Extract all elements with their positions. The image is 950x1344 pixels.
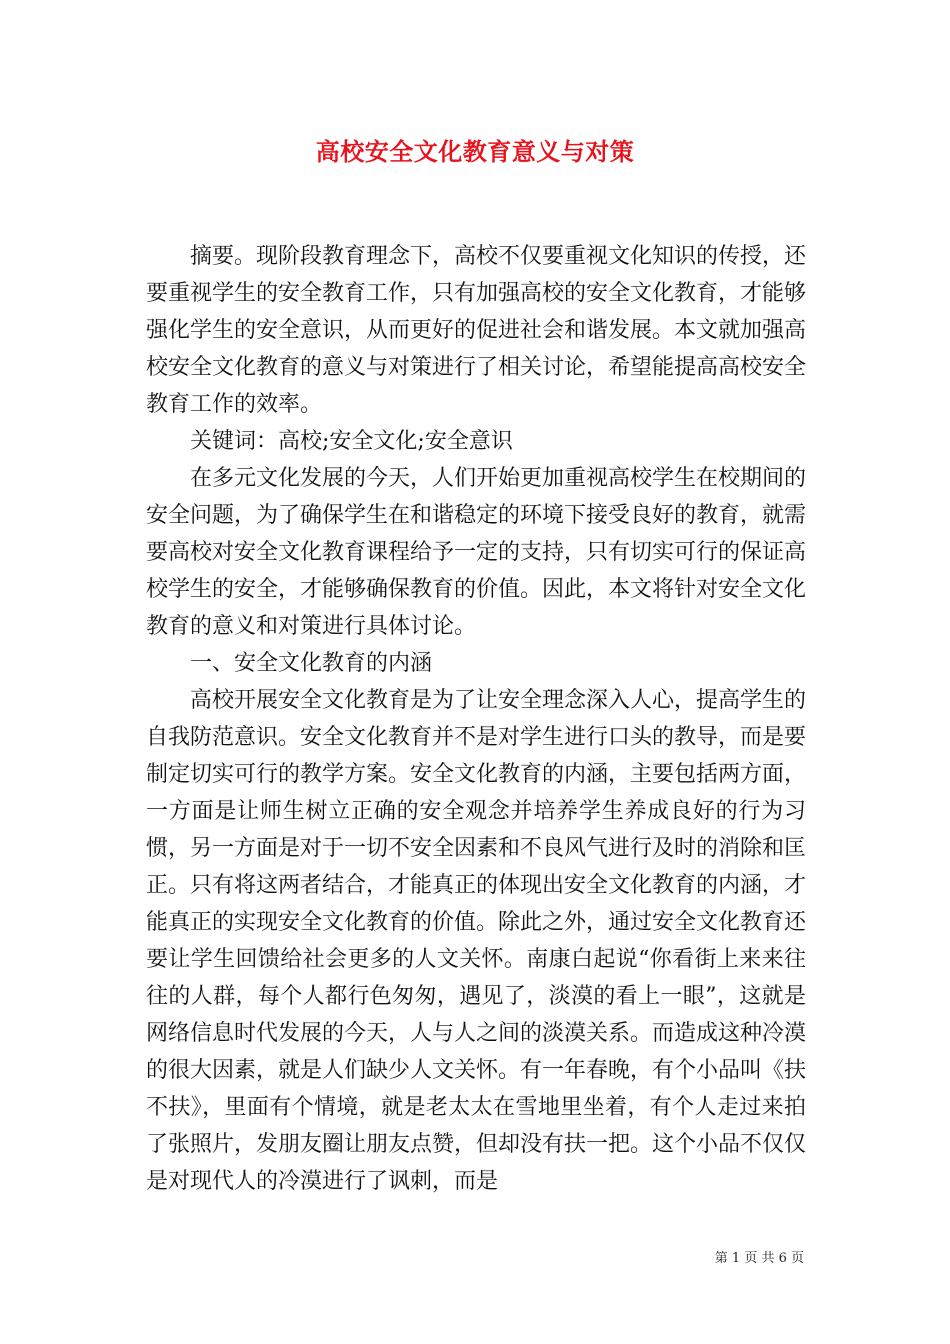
page-footer: 第 1 页 共 6 页 <box>714 1251 804 1266</box>
document-body <box>146 238 806 1200</box>
section-heading: 一、安全文化教育的内涵 <box>190 651 433 676</box>
intro-paragraph: 在多元文化发展的今天，人们开始更加重视高校学生在校期间的安全问题，为了确保学生在和谐稳定的环境下接受良好的教育，就需要高校对安全文化教育课程给予一定的支持，只有切实可行的保证高校学生的安全，才能够确保教育的价值。因此，本文将针对安全文化教育的意义和对策进行具体讨论。 <box>146 466 807 639</box>
document-title: 高校安全文化教育意义与对策 <box>315 137 635 166</box>
keywords-paragraph: 关键词：高校;安全文化;安全意识 <box>190 429 513 454</box>
abstract-paragraph: 摘要。现阶段教育理念下，高校不仅要重视文化知识的传授，还要重视学生的安全教育工作，只有加强高校的安全文化教育，才能够强化学生的安全意识，从而更好的促进社会和谐发展。本文就加强高校安全文化教育的意义与对策进行了相关讨论，希望能提高高校安全教育工作的效率。 <box>146 244 807 417</box>
section-paragraph: 高校开展安全文化教育是为了让安全理念深入人心，提高学生的自我防范意识。安全文化教育并不是对学生进行口头的教导，而是要制定切实可行的教学方案。安全文化教育的内涵，主要包括两方面，一方面是让师生树立正确的安全观念并培养学生养成良好的行为习惯，另一方面是对于一切不安全因素和不良风气进行及时的消除和匡正。只有将这两者结合，才能真正的体现出安全文化教育的内涵，才能真正的实现安全文化教育的价值。除此之外，通过安全文化教育还要让学生回馈给社会更多的人文关怀。南康白起说“你看街上来来往往的人群，每个人都行色匆匆，遇见了，淡漠的看上一眼”，这就是网络信息时代发展的今天，人与人之间的淡漠关系。而造成这种冷漠的很大因素，就是人们缺少人文关怀。有一年春晚，有个小品叫《扶不扶》，里面有个情境，就是老太太在雪地里坐着，有个人走过来拍了张照片，发朋友圈让朋友点赞，但却没有扶一把。这个小品不仅仅是对现代人的冷漠进行了讽刺，而是 <box>146 688 807 1194</box>
